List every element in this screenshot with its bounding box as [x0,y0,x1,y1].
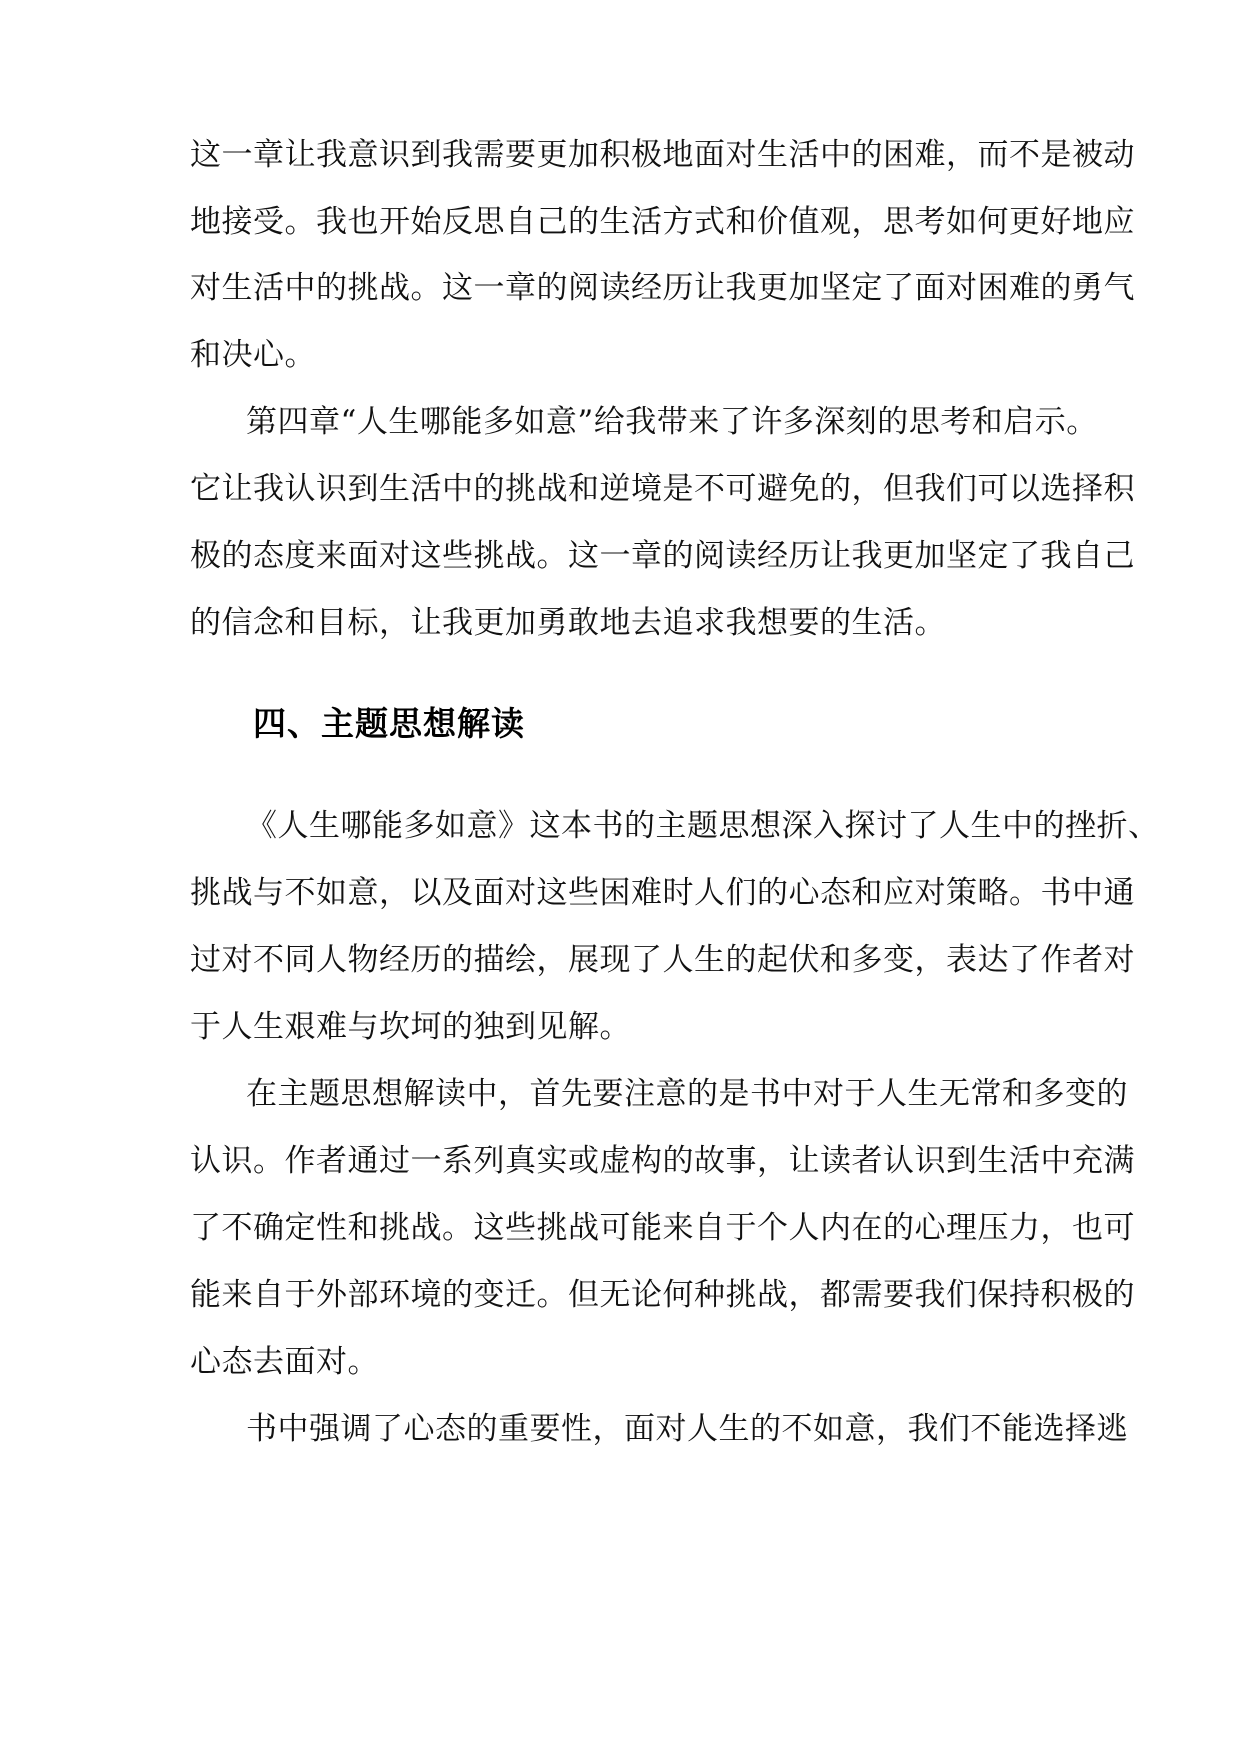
paragraph-first-line: 第四章“人生哪能多如意”给我带来了许多深刻的思考和启示。 [246,404,1098,440]
paragraph-line: 于人生艰难与坎坷的独到见解。 [190,1009,631,1045]
paragraph-line: 过对不同人物经历的描绘，展现了人生的起伏和多变，表达了作者对 [190,942,1135,978]
paragraph-first-line: 书中强调了心态的重要性，面对人生的不如意，我们不能选择逃 [246,1411,1128,1447]
paragraph-line: 能来自于外部环境的变迁。但无论何种挑战，都需要我们保持积极的 [190,1277,1135,1313]
paragraph-line: 极的态度来面对这些挑战。这一章的阅读经历让我更加坚定了我自己 [190,538,1135,574]
paragraph-line: 挑战与不如意，以及面对这些困难时人们的心态和应对策略。书中通 [190,875,1135,911]
paragraph-first-line: 在主题思想解读中，首先要注意的是书中对于人生无常和多变的 [246,1076,1128,1112]
paragraph-line: 对生活中的挑战。这一章的阅读经历让我更加坚定了面对困难的勇气 [190,270,1135,306]
paragraph-line: 了不确定性和挑战。这些挑战可能来自于个人内在的心理压力，也可 [190,1210,1135,1246]
paragraph-line: 它让我认识到生活中的挑战和逆境是不可避免的，但我们可以选择积 [190,471,1135,507]
paragraph-line: 的信念和目标，让我更加勇敢地去追求我想要的生活。 [190,605,946,641]
paragraph-line: 和决心。 [190,337,316,373]
paragraph-line: 地接受。我也开始反思自己的生活方式和价值观，思考如何更好地应 [190,204,1135,240]
paragraph-line: 心态去面对。 [190,1344,379,1380]
paragraph-first-line: 《人生哪能多如意》这本书的主题思想深入探讨了人生中的挫折、 [246,808,1160,844]
paragraph-line: 这一章让我意识到我需要更加积极地面对生活中的困难，而不是被动 [190,137,1135,173]
paragraph-line: 认识。作者通过一系列真实或虚构的故事，让读者认识到生活中充满 [190,1143,1135,1179]
section-heading: 四、主题思想解读 [253,704,525,743]
